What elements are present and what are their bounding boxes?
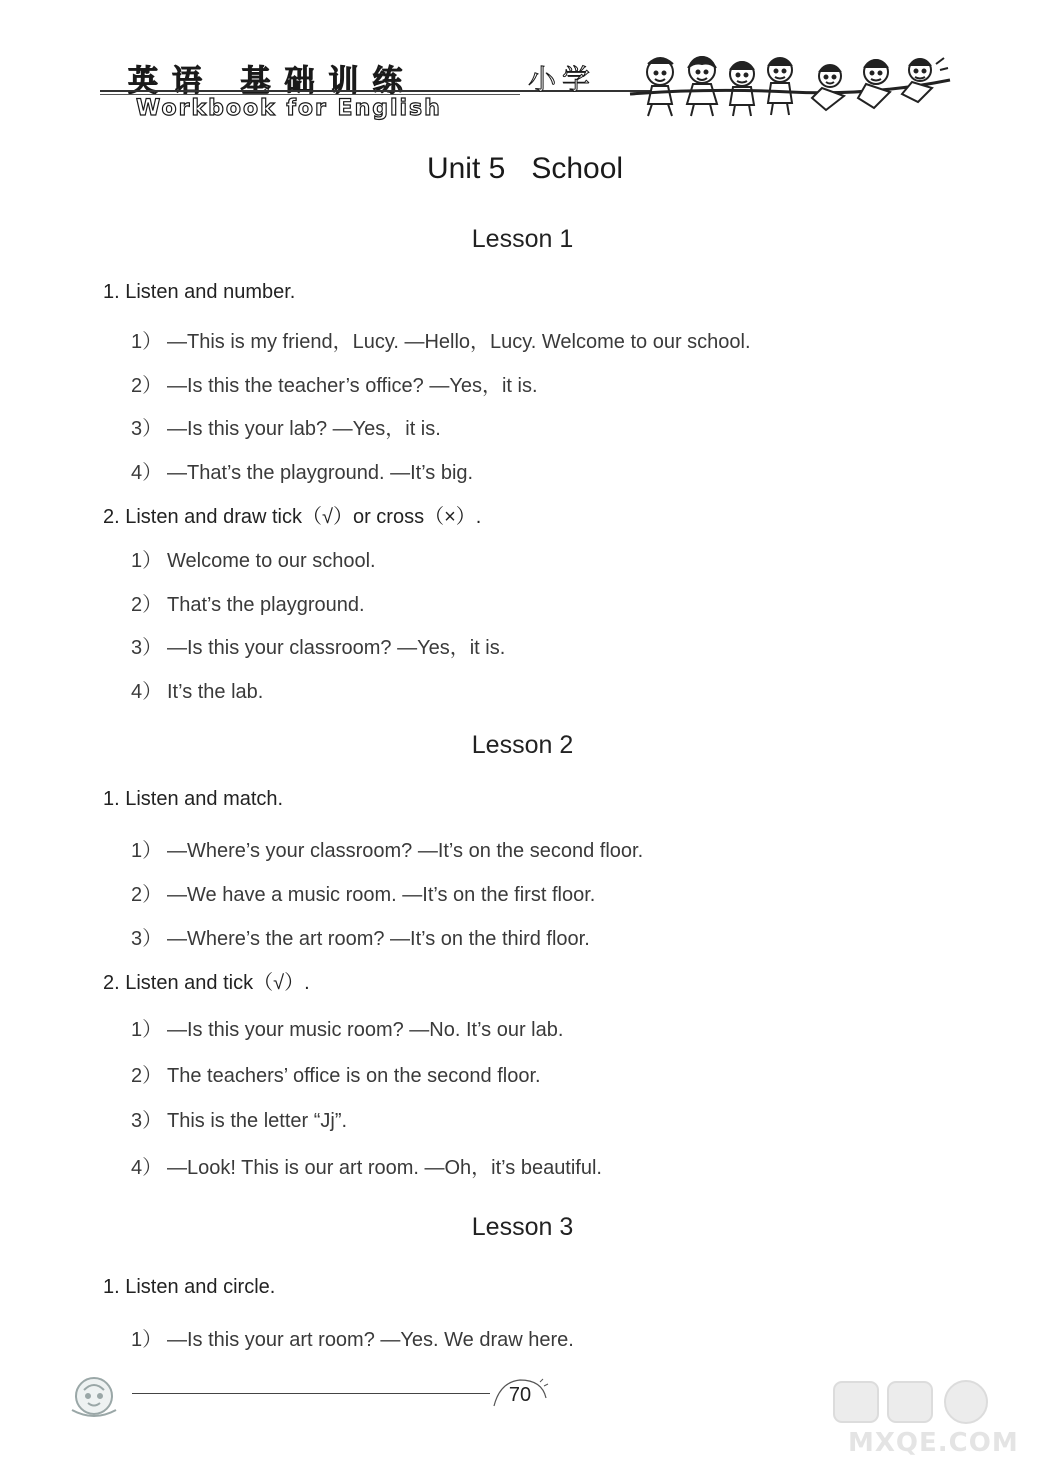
exercise-item (131, 1104, 347, 1133)
item-text: —This is my friend，Lucy. —Hello，Lucy. Welcome to our school. (167, 331, 751, 353)
item-number: 3） (131, 1110, 163, 1132)
exercise-item (131, 1151, 602, 1180)
unit-title (0, 152, 1050, 186)
exercise-item (131, 675, 263, 704)
exercise-item (131, 325, 751, 354)
exercise-item (131, 878, 595, 907)
children-illustration (630, 50, 950, 120)
exercise-heading: 1. Listen and circle. (103, 1276, 276, 1298)
header-subtitle-en: Workbook for English (136, 96, 442, 121)
item-number: 3） (131, 637, 163, 659)
item-text: —We have a music room. —It’s on the first floor. (167, 884, 596, 906)
exercise-heading: 2. Listen and draw tick（√）or cross（×）. (103, 506, 482, 528)
item-number: 2） (131, 375, 163, 397)
exercise-item (131, 456, 473, 485)
item-number: 2） (131, 884, 163, 906)
item-number: 4） (131, 681, 163, 703)
item-text: —Is this your lab? —Yes，it is. (167, 418, 441, 440)
item-number: 1） (131, 331, 163, 353)
item-text: —Is this your music room? —No. It’s our lab. (167, 1019, 564, 1041)
item-text: —Where’s the art room? —It’s on the third floor. (167, 928, 590, 950)
exercise-item (131, 588, 365, 617)
lesson-title: Lesson 3 (471, 1213, 574, 1241)
exercise-item (131, 922, 590, 951)
exercise-item (131, 369, 538, 398)
item-number: 1） (131, 550, 163, 572)
exercise-item (131, 1013, 563, 1042)
header-title-cn: 英语 基础训练 (128, 64, 417, 99)
item-text: Welcome to our school. (167, 550, 376, 572)
lesson-title: Lesson 2 (471, 731, 574, 759)
item-number: 3） (131, 928, 163, 950)
item-text: —Is this your art room? —Yes. We draw here. (167, 1329, 574, 1351)
footer-emblem-icon (64, 1370, 124, 1420)
exercise-item (131, 1323, 574, 1352)
header-rule-secondary (100, 94, 520, 95)
item-text: —Is this the teacher’s office? —Yes，it is. (167, 375, 538, 397)
unit-label: Unit 5 (426, 152, 506, 185)
exercise-item (131, 412, 441, 441)
item-text: This is the letter “Jj”. (167, 1110, 348, 1132)
item-number: 1） (131, 840, 163, 862)
footer-rule (132, 1393, 490, 1394)
item-number: 2） (131, 594, 163, 616)
exercise-item (131, 834, 643, 863)
page-number: 70 (508, 1384, 532, 1406)
item-number: 4） (131, 1157, 163, 1179)
item-text: That’s the playground. (167, 594, 365, 616)
item-number: 2） (131, 1065, 163, 1087)
exercise-heading: 1. Listen and match. (103, 788, 284, 810)
item-text: It’s the lab. (167, 681, 264, 703)
item-text: —That’s the playground. —It’s big. (167, 462, 474, 484)
item-number: 4） (131, 462, 163, 484)
exercise-item (131, 544, 376, 573)
exercise-heading: 1. Listen and number. (103, 281, 296, 303)
exercise-item (131, 631, 505, 660)
exercise-item (131, 1059, 541, 1088)
lesson-title: Lesson 1 (471, 225, 574, 253)
page-header (0, 0, 1000, 130)
item-text: —Look! This is our art room. —Oh，it’s beautiful. (167, 1157, 602, 1179)
unit-name: School (531, 152, 624, 185)
watermark-text: MXQE.COM (848, 1428, 1019, 1458)
item-text: —Is this your classroom? —Yes，it is. (167, 637, 506, 659)
exercise-heading: 2. Listen and tick（√）. (103, 972, 310, 994)
item-number: 1） (131, 1329, 163, 1351)
header-level: 小学 (528, 63, 597, 96)
item-text: The teachers’ office is on the second floor. (167, 1065, 541, 1087)
item-number: 3） (131, 418, 163, 440)
item-number: 1） (131, 1019, 163, 1041)
item-text: —Where’s your classroom? —It’s on the second floor. (167, 840, 644, 862)
